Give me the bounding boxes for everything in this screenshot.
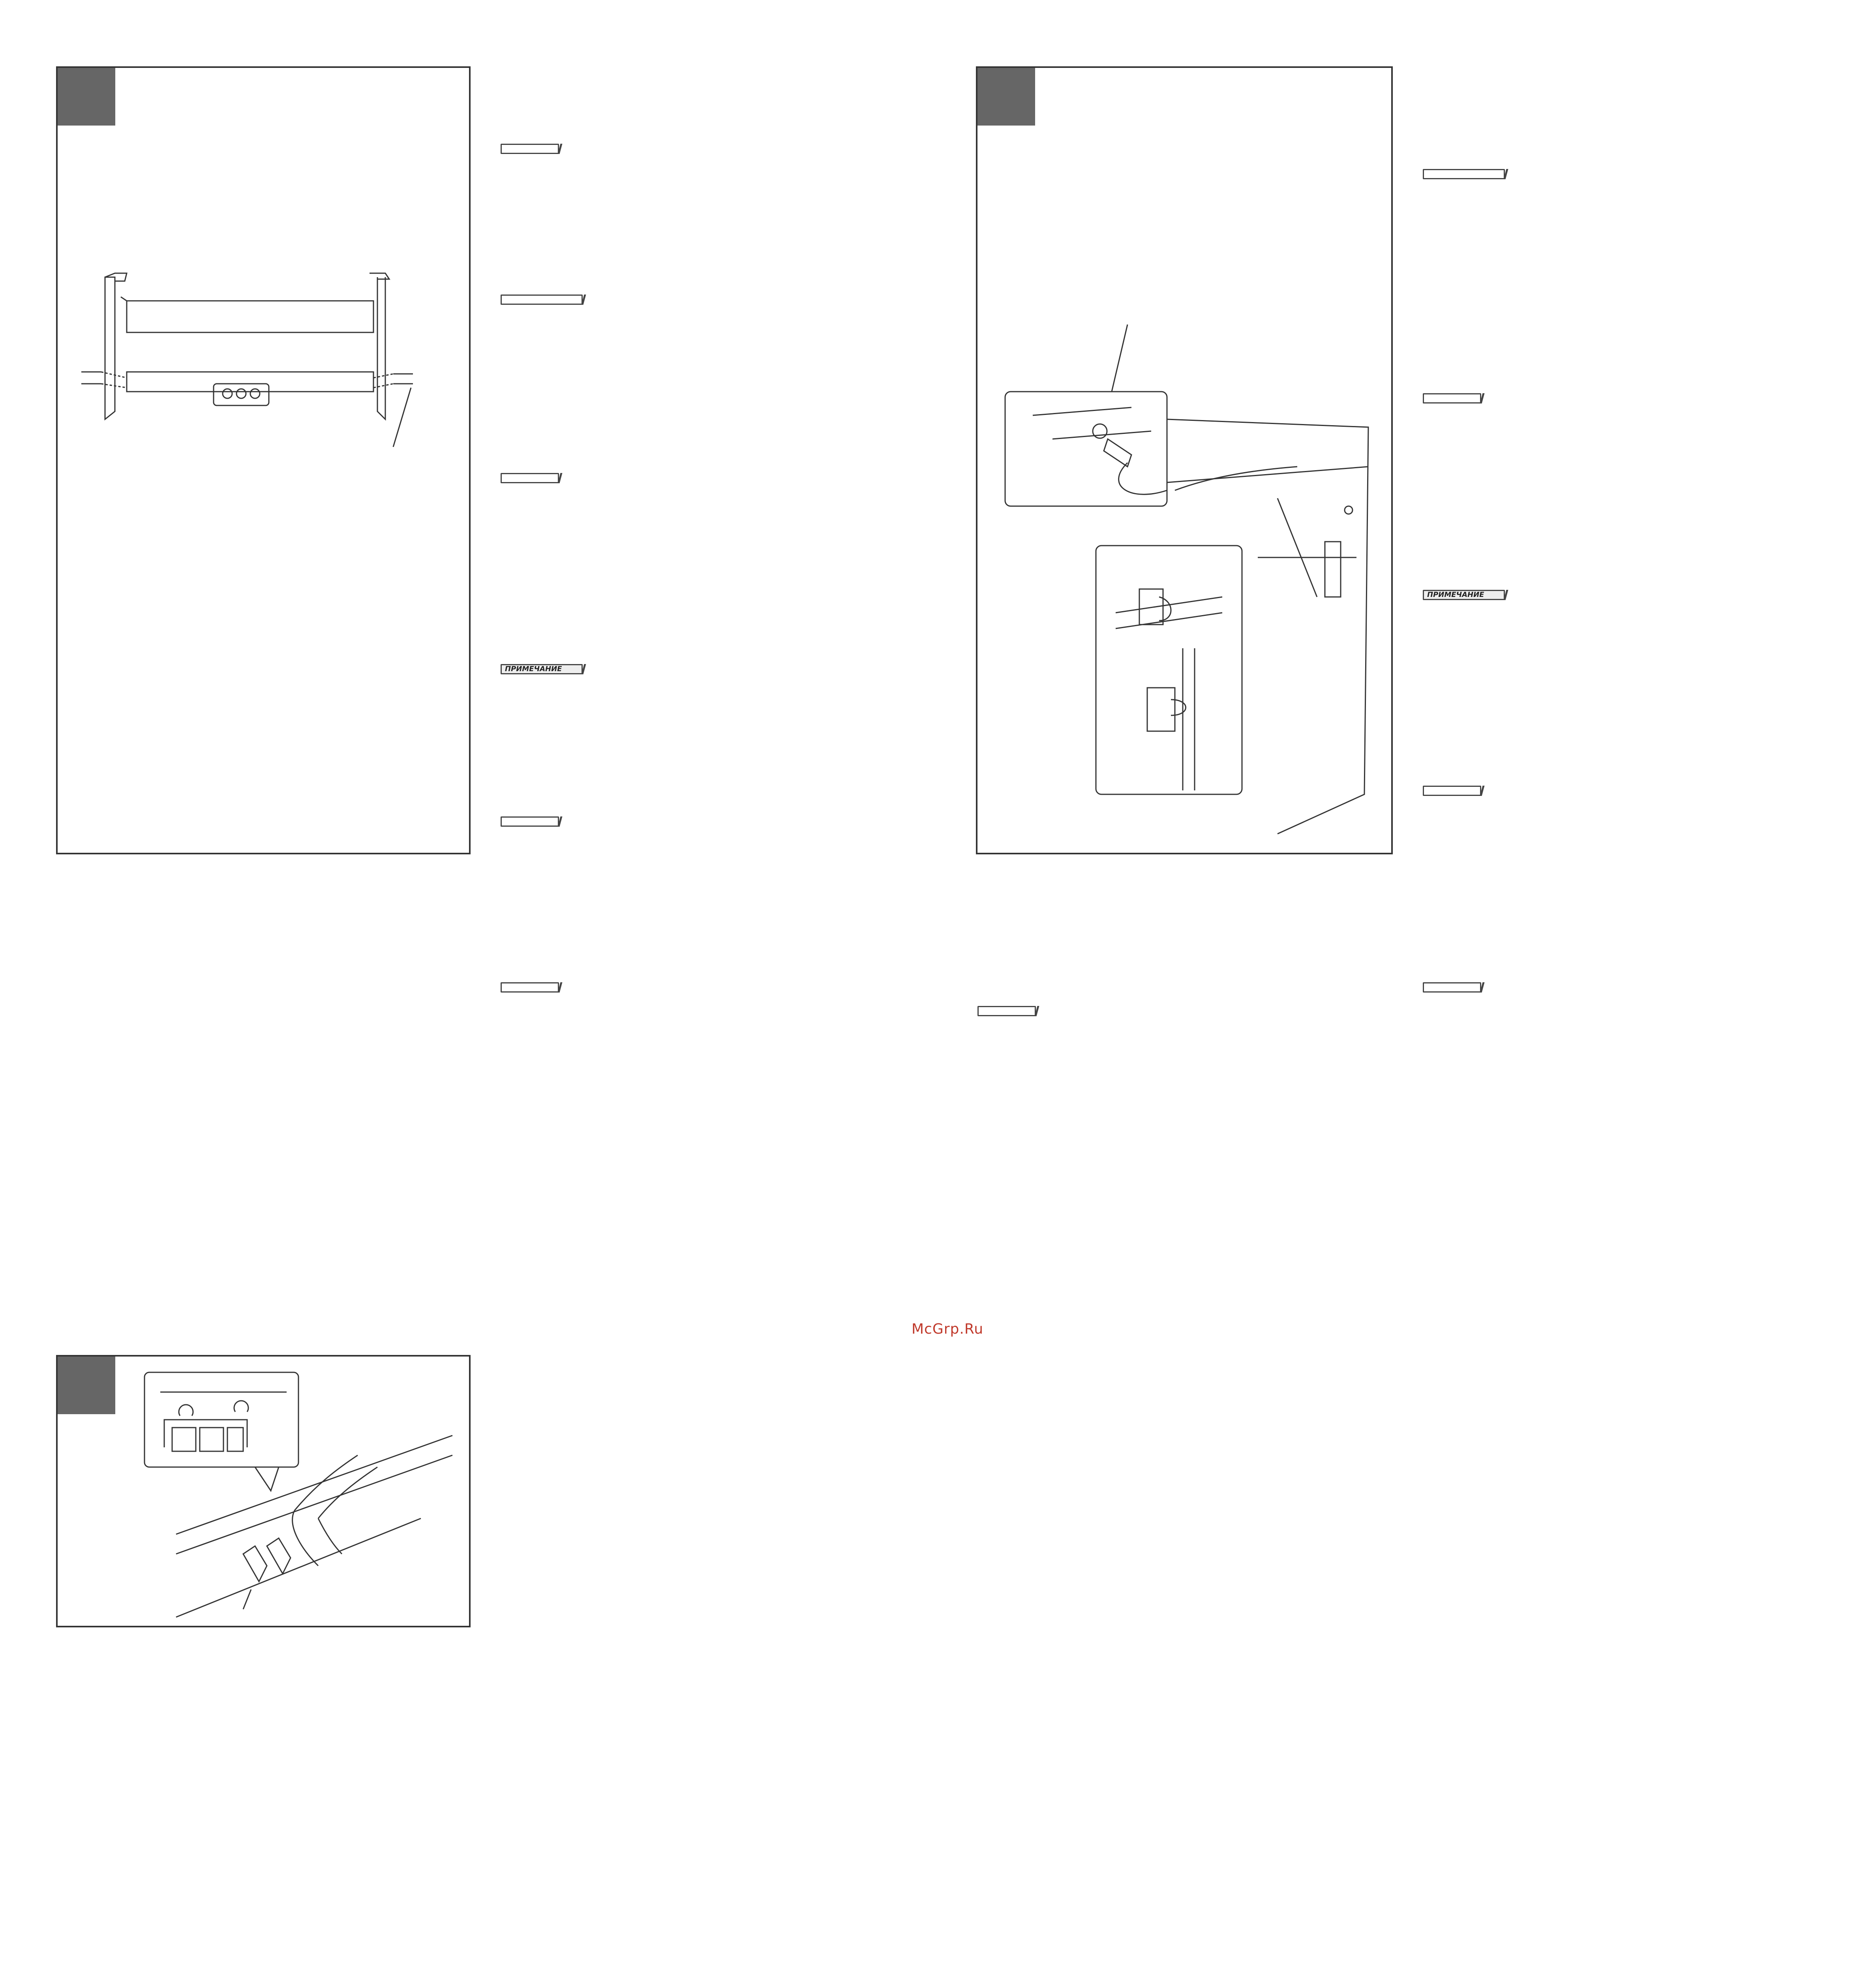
cable-connection-illustration <box>1001 321 1380 881</box>
figure-panel-stand-assembly <box>56 66 471 854</box>
step-number-box <box>977 68 1035 126</box>
section-tag <box>501 816 559 827</box>
watermark: McGrp.Ru <box>911 1321 984 1337</box>
section-tag <box>1423 982 1481 993</box>
section-tag <box>501 144 559 154</box>
step-number-box <box>58 1357 115 1414</box>
pedal-adjustment-illustration <box>137 1368 460 1621</box>
stand-frame-illustration <box>77 269 452 554</box>
figure-panel-pedal-adjustment <box>56 1355 471 1627</box>
section-tag <box>501 982 559 993</box>
section-tag <box>1423 786 1481 796</box>
section-tag <box>977 1006 1036 1016</box>
section-tag <box>501 295 583 305</box>
step-number-box <box>58 68 115 126</box>
section-tag <box>501 473 559 483</box>
section-tag <box>1423 393 1481 403</box>
note-label: ПРИМЕЧАНИЕ <box>501 664 583 674</box>
figure-panel-cable-connection <box>976 66 1393 854</box>
section-tag <box>1423 169 1505 179</box>
note-label: ПРИМЕЧАНИЕ <box>1423 590 1505 600</box>
